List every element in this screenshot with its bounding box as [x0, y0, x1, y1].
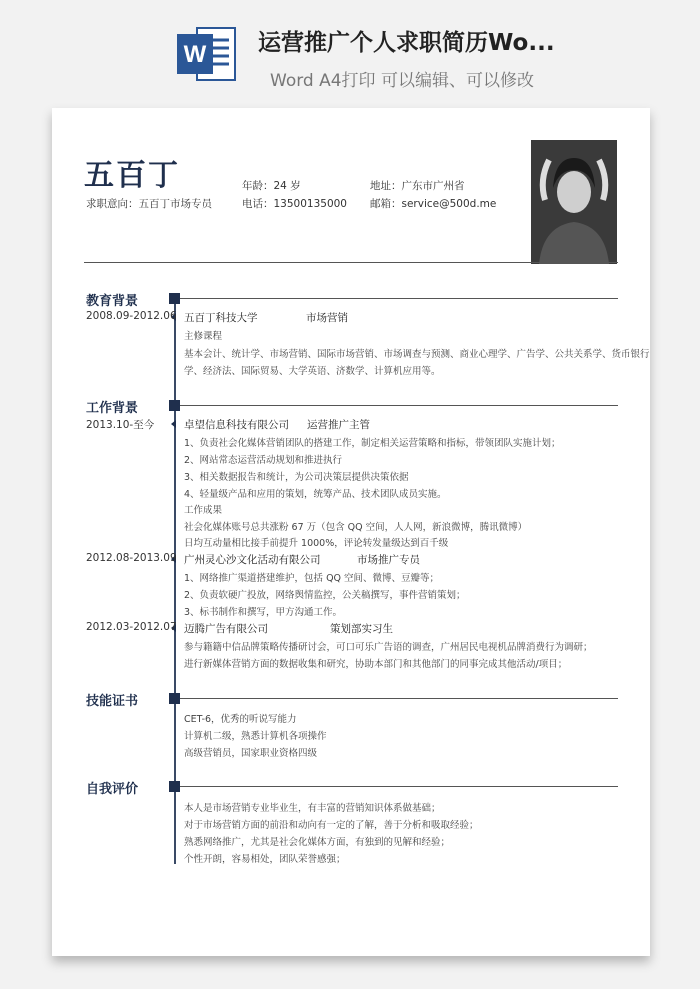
- skill-line: 高级营销员，国家职业资格四级: [184, 748, 318, 759]
- job-line: 3、标书制作和撰写，甲方沟通工作。: [184, 607, 343, 618]
- job-line: 1、网络推广渠道搭建维护，包括 QQ 空间、微博、豆瓣等；: [184, 573, 440, 584]
- section-marker: [169, 293, 180, 304]
- svg-text:W: W: [183, 41, 207, 68]
- job-line: 工作成果: [184, 505, 223, 516]
- self-line: 本人是市场营销专业毕业生，有丰富的营销知识体系做基础；: [184, 803, 441, 814]
- job-line: 4、轻量级产品和应用的策划，统筹产品、技术团队成员实施。: [184, 489, 447, 500]
- job-line: 参与籍籍中信品牌策略传播研讨会，可口可乐广告语的调查，广州居民电视机品牌消费行为调研；: [184, 642, 593, 653]
- job-company: 广州灵心沙文化活动有限公司: [184, 554, 321, 566]
- skill-line: CET-6，优秀的听说写能力: [184, 714, 297, 725]
- job-line: 进行新媒体营销方面的数据收集和研究，协助本部门和其他部门的同事完成其他活动/项目；: [184, 659, 568, 670]
- header-divider: [84, 262, 618, 263]
- age-field: 年龄：24 岁: [242, 180, 301, 192]
- education-line: 基本会计、统计学、市场营销、国际市场营销、市场调查与预测、商业心理学、广告学、公共关系学、货币银行: [184, 349, 650, 360]
- job-date: 2012.08-2013.09: [86, 552, 177, 564]
- job-date: 2013.10-至今: [86, 419, 155, 431]
- job-line: 社会化媒体账号总共涨粉 67 万（包含 QQ 空间，人人网，新浪微博，腾讯微博）: [184, 522, 528, 533]
- job-intent: 求职意向：五百丁市场专员: [86, 198, 212, 210]
- job-line: 2、网站常态运营活动规划和推进执行: [184, 455, 343, 466]
- section-divider: [180, 786, 618, 787]
- resume-page: [52, 108, 650, 956]
- banner-title: 运营推广个人求职简历Wo...: [258, 30, 555, 56]
- education-line: 主修课程: [184, 331, 223, 342]
- profile-photo: [531, 140, 617, 264]
- section-divider: [180, 298, 618, 299]
- job-company: 迈腾广告有限公司: [184, 623, 268, 635]
- phone-field: 电话：13500135000: [242, 198, 347, 210]
- self-line: 熟悉网络推广，尤其是社会化媒体方面，有独到的见解和经验；: [184, 837, 451, 848]
- education-major: 市场营销: [306, 312, 348, 324]
- job-date: 2012.03-2012.07: [86, 621, 177, 633]
- word-document-icon: [175, 22, 239, 86]
- address-field: 地址：广东市广州省: [370, 180, 465, 192]
- job-role: 市场推广专员: [357, 554, 420, 566]
- candidate-name: 五百丁: [84, 158, 180, 193]
- skill-line: 计算机二级，熟悉计算机各项操作: [184, 731, 327, 742]
- banner: [0, 0, 700, 96]
- section-title-skills: 技能证书: [86, 694, 139, 709]
- job-company: 卓望信息科技有限公司: [184, 419, 289, 431]
- section-divider: [180, 698, 618, 699]
- section-marker: [169, 781, 180, 792]
- banner-subtitle: Word A4打印 可以编辑、可以修改: [270, 71, 534, 91]
- section-title-education: 教育背景: [86, 294, 139, 309]
- section-divider: [180, 405, 618, 406]
- self-line: 对于市场营销方面的前沿和动向有一定的了解，善于分析和吸取经验；: [184, 820, 479, 831]
- education-school: 五百丁科技大学: [184, 312, 258, 324]
- timeline-line: [174, 294, 176, 864]
- job-line: 3、相关数据报告和统计，为公司决策层提供决策依据: [184, 472, 409, 483]
- email-field: 邮箱：service@500d.me: [370, 198, 497, 210]
- self-line: 个性开朗，容易相处，团队荣誉感强；: [184, 854, 346, 865]
- section-marker: [169, 400, 180, 411]
- section-title-self-evaluation: 自我评价: [86, 782, 139, 797]
- timeline-dot: [171, 420, 176, 428]
- education-line: 学、经济法、国际贸易、大学英语、济数学、计算机应用等。: [184, 366, 441, 377]
- job-line: 1、负责社会化媒体营销团队的搭建工作，制定相关运营策略和指标，带领团队实施计划；: [184, 438, 561, 449]
- section-title-work: 工作背景: [86, 401, 139, 416]
- section-marker: [169, 693, 180, 704]
- education-date: 2008.09-2012.06: [86, 310, 177, 322]
- job-line: 日均互动量相比接手前提升 1000%，评论转发量级达到百千级: [184, 538, 449, 549]
- job-line: 2、负责软硬广投放，网络舆情监控，公关稿撰写，事件营销策划；: [184, 590, 466, 601]
- job-role: 策划部实习生: [330, 623, 393, 635]
- job-role: 运营推广主管: [307, 419, 370, 431]
